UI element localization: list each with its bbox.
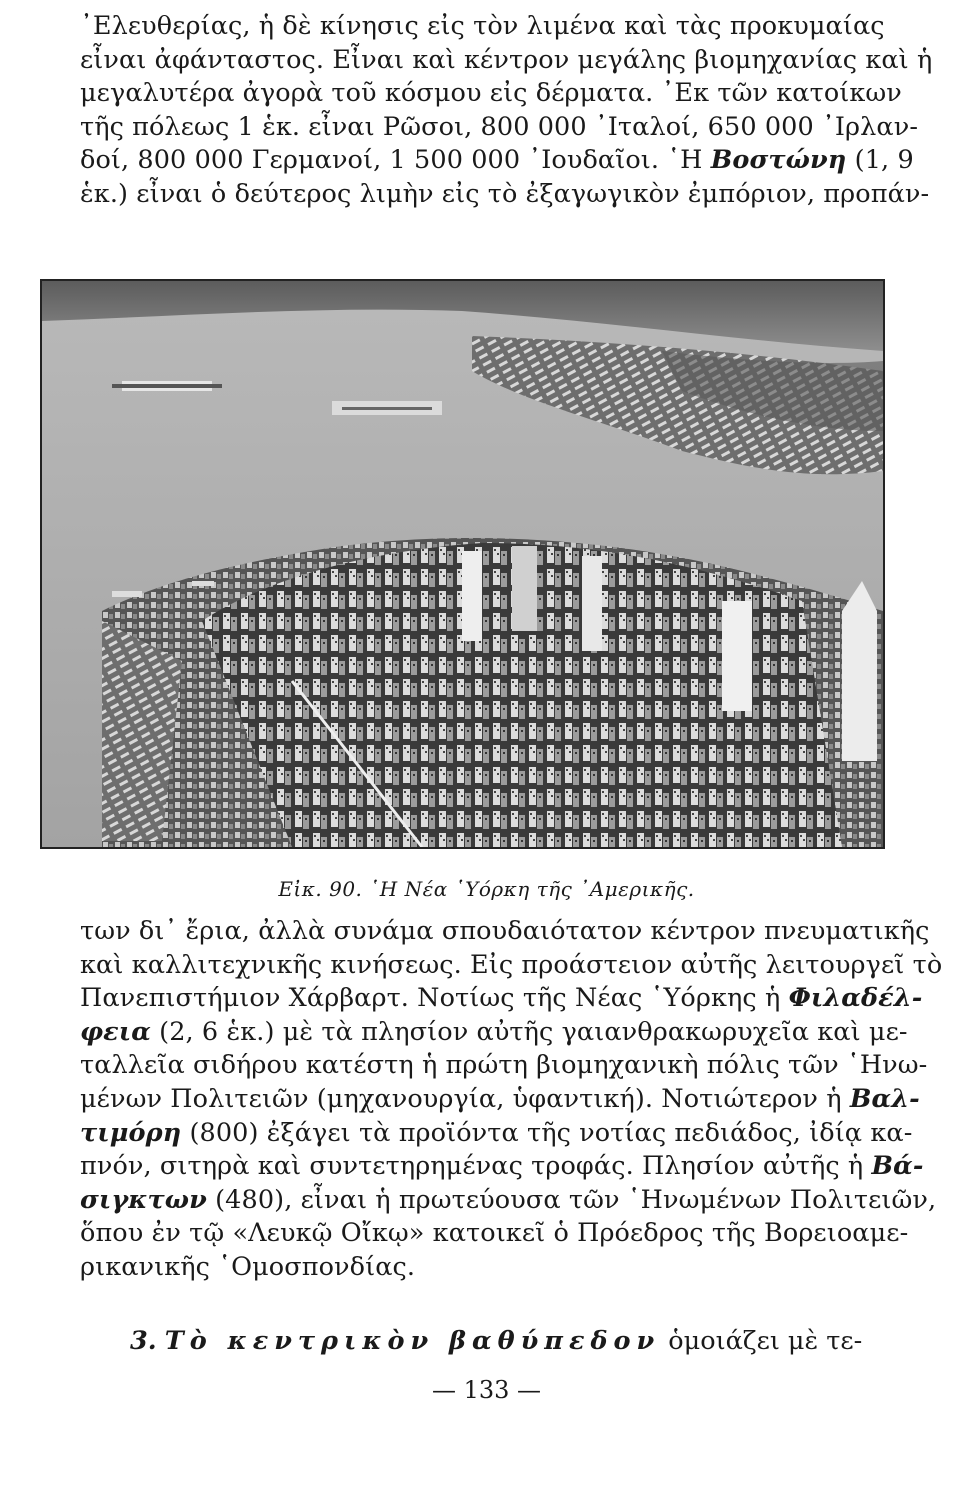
text-line: ἑκ.) εἶναι ὁ δεύτερος λιμὴν εἰς τὸ ἐξαγωγικὸν ἐμπόριον, προπάν- bbox=[80, 178, 930, 209]
washington-name-part1: Βά- bbox=[871, 1151, 924, 1182]
text-line: μεγαλυτέρα ἀγορὰ τοῦ κόσμου εἰς δέρματα. ᾿Εκ τῶν κατοίκων bbox=[80, 78, 902, 109]
figure-caption: Εἰκ. 90. ῾Η Νέα ῾Υόρκη τῆς ᾿Αμερικῆς. bbox=[278, 877, 695, 901]
philadelphia-name-part2: φεια bbox=[80, 1016, 151, 1047]
philadelphia-name-part1: Φιλαδέλ- bbox=[788, 983, 923, 1014]
text-line-boston: δοί, 800 000 Γερμανοί, 1 500 000 ᾿Ιουδαῖοι. ῾Η Βοστώνη (1, 9 bbox=[80, 145, 914, 176]
text-line: σιγκτων (480), εἶναι ἡ πρωτεύουσα τῶν ῾Ηνωμένων Πολιτειῶν, bbox=[80, 1184, 937, 1215]
text-line: φεια (2, 6 ἑκ.) μὲ τὰ πλησίον αὐτῆς γαιανθρακωρυχεῖα καὶ με- bbox=[80, 1016, 908, 1047]
new-york-aerial-photo bbox=[40, 279, 885, 849]
section-number: 3. bbox=[130, 1326, 157, 1356]
page-number: — 133 — bbox=[431, 1376, 542, 1404]
bottom-paragraph bbox=[80, 915, 943, 1285]
text-line: ρικανικῆς ῾Ομοσπονδίας. bbox=[80, 1251, 416, 1282]
text-line-philadelphia: Πανεπιστήμιον Χάρβαρτ. Νοτίως τῆς Νέας ῾Υόρκης ἡ Φιλαδέλ- bbox=[80, 983, 923, 1014]
text-line: ὅπου ἐν τῷ «Λευκῷ Οἴκῳ» κατοικεῖ ὁ Πρόεδρος τῆς Βορειοαμε- bbox=[80, 1218, 909, 1249]
text-line: τιμόρη (800) ἐξάγει τὰ προϊόντα τῆς νοτίας πεδιάδος, ἰδίᾳ κα- bbox=[80, 1117, 913, 1148]
text-line: τῆς πόλεως 1 ἑκ. εἶναι Ρῶσοι, 800 000 ᾿Ιταλοί, 650 000 ᾿Ιρλαν- bbox=[80, 111, 919, 142]
washington-name-part2: σιγκτων bbox=[80, 1184, 207, 1215]
text-line-washington: πνόν, σιτηρὰ καὶ συντετηρημένας τροφάς. Πλησίον αὐτῆς ἡ Βά- bbox=[80, 1151, 924, 1182]
baltimore-name-part2: τιμόρη bbox=[80, 1117, 182, 1148]
text-line: καὶ καλλιτεχνικῆς κινήσεως. Εἰς προάστειον αὐτῆς λειτουργεῖ τὸ bbox=[80, 949, 943, 980]
text-line: ᾿Ελευθερίας, ἡ δὲ κίνησις εἰς τὸν λιμένα καὶ τὰς προκυμαίας bbox=[80, 11, 885, 41]
baltimore-name-part1: Βαλ- bbox=[849, 1083, 920, 1114]
top-paragraph bbox=[80, 10, 933, 212]
section-title: Τὸ κεντρικὸν βαθύπεδον bbox=[164, 1326, 661, 1356]
boston-name: Βοστώνη bbox=[710, 145, 847, 176]
text-line: των δι᾿ ἔρια, ἀλλὰ συνάμα σπουδαιότατον κέντρον πνευματικῆς bbox=[80, 916, 930, 946]
section-text: ὁμοιάζει μὲ τε- bbox=[660, 1326, 863, 1356]
section-heading bbox=[130, 1326, 880, 1356]
text-line: ταλλεῖα σιδήρου κατέστη ἡ πρώτη βιομηχανικὴ πόλις τῶν ῾Ηνω- bbox=[80, 1050, 928, 1081]
text-line: εἶναι ἀφάνταστος. Εἶναι καὶ κέντρον μεγάλης βιομηχανίας καὶ ἡ bbox=[80, 44, 933, 75]
text-line-baltimore: μένων Πολιτειῶν (μηχανουργία, ὑφαντική). Νοτιώτερον ἡ Βαλ- bbox=[80, 1083, 920, 1114]
